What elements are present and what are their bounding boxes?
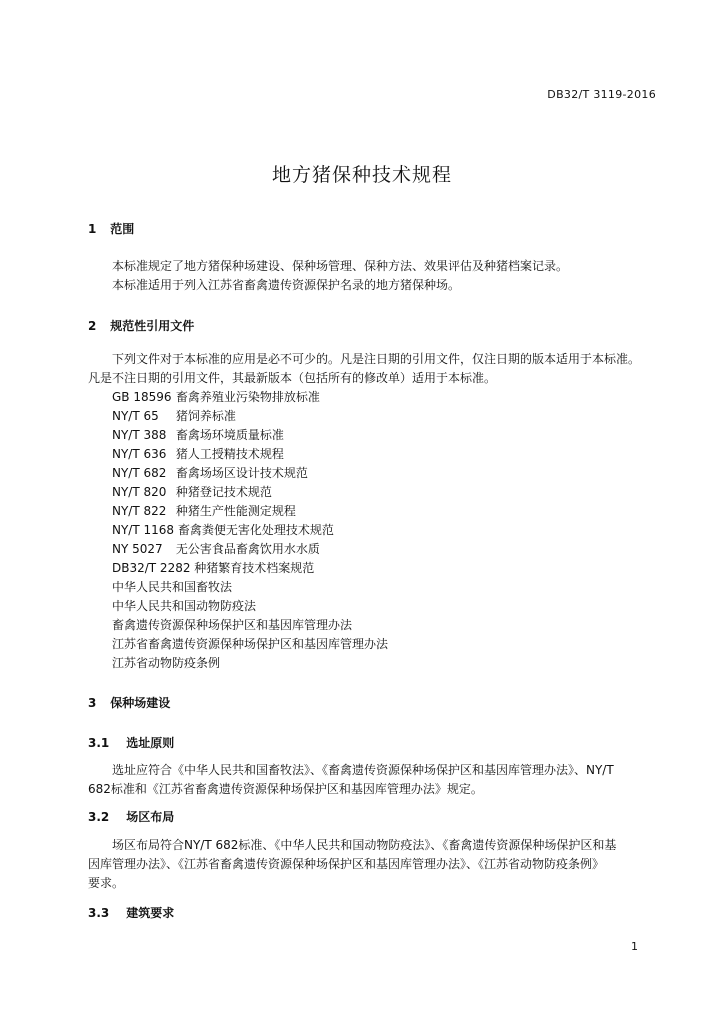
subsection-title: 场区布局	[126, 810, 175, 824]
reference-code: NY/T 820	[112, 485, 167, 499]
reference-item	[112, 407, 236, 426]
reference-code: NY/T 1168	[112, 523, 175, 537]
subsection-title: 选址原则	[126, 736, 175, 750]
subsection-3-3-heading	[88, 904, 174, 921]
reference-code: NY/T 822	[112, 504, 167, 518]
reference-item	[112, 521, 334, 540]
law-item: 中华人民共和国动物防疫法	[112, 599, 257, 613]
page-number: 1	[631, 940, 638, 953]
reference-code: GB 18596	[112, 390, 172, 404]
section-title: 范围	[110, 222, 135, 236]
section-number: 2	[88, 319, 97, 333]
subsection-number: 3.1	[88, 736, 110, 750]
subsection-3-2-line-2: 因库管理办法》、《江苏省畜禽遗传资源保种场保护区和基因库管理办法》、《江苏省动物防疫条例》	[88, 857, 605, 871]
subsection-number: 3.2	[88, 810, 110, 824]
section-2-heading	[88, 317, 194, 334]
reference-code: NY/T 636	[112, 447, 167, 461]
reference-item	[112, 540, 320, 559]
subsection-number: 3.3	[88, 906, 110, 920]
law-item: 江苏省动物防疫条例	[112, 656, 221, 670]
reference-name: 畜禽养殖业污染物排放标准	[175, 390, 320, 404]
reference-item	[112, 502, 296, 521]
reference-item	[112, 464, 308, 483]
reference-name: 种猪生产性能测定规程	[175, 504, 296, 518]
reference-name: 猪饲养标准	[175, 409, 236, 423]
reference-code: NY/T 65	[112, 409, 159, 423]
section-3-heading	[88, 694, 170, 711]
subsection-3-1-heading	[88, 734, 174, 751]
reference-code: NY 5027	[112, 542, 163, 556]
reference-name: 种猪登记技术规范	[175, 485, 272, 499]
reference-item	[112, 445, 284, 464]
section-number: 3	[88, 696, 97, 710]
section-2-intro-line-1: 下列文件对于本标准的应用是必不可少的。凡是注日期的引用文件，仅注日期的版本适用于本标准。	[112, 352, 641, 366]
reference-name: 猪人工授精技术规程	[175, 447, 284, 461]
document-title: 地方猪保种技术规程	[271, 164, 452, 186]
section-2-intro-line-2: 凡是不注日期的引用文件，其最新版本（包括所有的修改单）适用于本标准。	[88, 371, 497, 385]
subsection-3-2-line-1: 场区布局符合NY/T 682标准、《中华人民共和国动物防疫法》、《畜禽遗传资源保种场保护区和基	[112, 838, 617, 852]
reference-name: 畜禽粪便无害化处理技术规范	[177, 523, 334, 537]
section-title: 保种场建设	[110, 696, 171, 710]
subsection-title: 建筑要求	[126, 906, 175, 920]
section-1-heading	[88, 220, 134, 237]
subsection-3-1-line-2: 682标准和《江苏省畜禽遗传资源保种场保护区和基因库管理办法》规定。	[88, 782, 483, 796]
reference-code: NY/T 682	[112, 466, 167, 480]
reference-code: NY/T 388	[112, 428, 167, 442]
section-title: 规范性引用文件	[110, 319, 195, 333]
reference-name: 种猪繁育技术档案规范	[194, 561, 315, 575]
reference-name: 畜禽场场区设计技术规范	[175, 466, 308, 480]
reference-code: DB32/T 2282	[112, 561, 191, 575]
law-item: 中华人民共和国畜牧法	[112, 580, 233, 594]
law-item: 江苏省畜禽遗传资源保种场保护区和基因库管理办法	[112, 637, 389, 651]
subsection-3-1-line-1: 选址应符合《中华人民共和国畜牧法》、《畜禽遗传资源保种场保护区和基因库管理办法》、NY/T	[112, 763, 614, 777]
document-code: DB32/T 3119-2016	[547, 88, 656, 101]
reference-item	[112, 559, 314, 578]
subsection-3-2-line-3: 要求。	[88, 876, 125, 890]
section-1-line-1: 本标准规定了地方猪保种场建设、保种场管理、保种方法、效果评估及种猪档案记录。	[112, 259, 569, 273]
reference-item	[112, 426, 284, 445]
subsection-3-2-heading	[88, 808, 174, 825]
law-item: 畜禽遗传资源保种场保护区和基因库管理办法	[112, 618, 353, 632]
reference-item	[112, 483, 272, 502]
section-1-line-2: 本标准适用于列入江苏省畜禽遗传资源保护名录的地方猪保种场。	[112, 278, 461, 292]
reference-name: 无公害食品畜禽饮用水水质	[175, 542, 320, 556]
reference-name: 畜禽场环境质量标准	[175, 428, 284, 442]
reference-item	[112, 388, 320, 407]
section-number: 1	[88, 222, 97, 236]
